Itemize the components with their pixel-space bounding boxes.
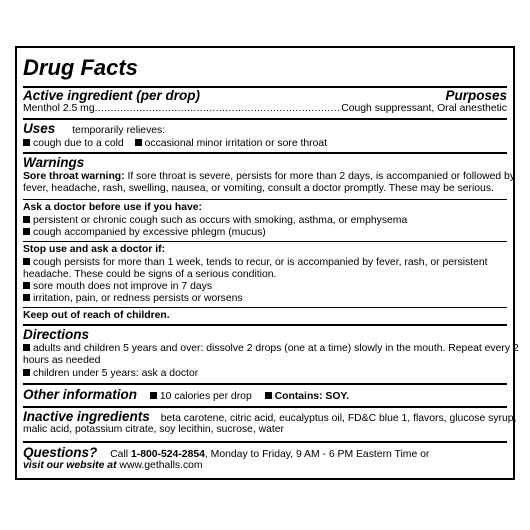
ingredient-name: Menthol 2.5 mg bbox=[23, 103, 95, 114]
questions-heading: Questions? bbox=[23, 445, 98, 460]
leader-dots bbox=[95, 103, 342, 115]
divider bbox=[23, 441, 507, 443]
bullet-icon bbox=[265, 392, 272, 399]
list-item: irritation, pain, or redness persists or worsens bbox=[23, 293, 243, 305]
uses-intro: temporarily relieves: bbox=[72, 125, 166, 136]
divider bbox=[23, 383, 507, 385]
phone-number: 1-800-524-2854 bbox=[130, 449, 205, 460]
ingredient-purpose: Cough suppressant, Oral anesthetic bbox=[341, 103, 507, 114]
list-item-cont: hours as needed bbox=[23, 355, 101, 366]
ingredient-row bbox=[23, 103, 507, 115]
directions-heading: Directions bbox=[23, 327, 90, 342]
divider bbox=[23, 406, 507, 408]
list-item: cough persists for more than 1 week, tends to recur, or is accompanied by fever, rash, or persistent bbox=[23, 257, 488, 269]
list-item: persistent or chronic cough such as occurs with smoking, asthma, or emphysema bbox=[23, 215, 407, 227]
bullet-icon bbox=[23, 139, 30, 146]
list-item: occasional minor irritation or sore throat bbox=[144, 138, 328, 149]
visit-label: visit our website at bbox=[23, 460, 117, 471]
bullet-icon bbox=[23, 258, 30, 265]
list-item: adults and children 5 years and over: dissolve 2 drops (one at a time) slowly in the mouth. Repeat every 2 bbox=[23, 343, 519, 355]
bullet-icon bbox=[23, 344, 30, 351]
bullet-icon bbox=[23, 216, 30, 223]
list-item: sore mouth does not improve in 7 days bbox=[23, 281, 212, 293]
bullet-icon bbox=[150, 392, 157, 399]
bullet-icon bbox=[23, 294, 30, 301]
sore-throat-text-cont: fever, headache, rash, swelling, nausea, or vomiting, consult a doctor promptly. These may be serious. bbox=[23, 183, 494, 194]
inactive-ingredients-text: beta carotene, citric acid, eucalyptus oil, FD&C blue 1, flavors, glucose syrup, bbox=[160, 413, 517, 424]
warnings-heading: Warnings bbox=[23, 155, 85, 170]
website-link[interactable]: www.gethalls.com bbox=[116, 460, 203, 471]
bullet-icon bbox=[23, 228, 30, 235]
inactive-ingredients-text-cont: malic acid, potassium citrate, soy lecithin, sucrose, water bbox=[23, 424, 285, 435]
divider bbox=[23, 199, 507, 200]
purposes-heading: Purposes bbox=[445, 88, 507, 103]
divider bbox=[23, 324, 507, 326]
divider bbox=[23, 241, 507, 242]
uses-heading: Uses bbox=[23, 121, 56, 136]
hours-text: , Monday to Friday, 9 AM - 6 PM Eastern Time or bbox=[204, 449, 430, 460]
sore-throat-text: If sore throat is severe, persists for more than 2 days, is accompanied or followed by bbox=[124, 171, 516, 182]
list-item: Contains: SOY. bbox=[274, 391, 350, 402]
divider bbox=[23, 307, 507, 308]
list-item-cont: headache. These could be signs of a serious condition. bbox=[23, 269, 277, 280]
other-info-heading: Other information bbox=[23, 387, 137, 402]
stop-use-heading: Stop use and ask a doctor if: bbox=[23, 244, 166, 255]
active-ingredient-heading: Active ingredient (per drop) bbox=[23, 88, 201, 103]
divider bbox=[23, 118, 507, 120]
list-item: cough accompanied by excessive phlegm (mucus) bbox=[23, 227, 266, 239]
uses-list bbox=[23, 138, 327, 150]
inactive-ingredients-heading: Inactive ingredients bbox=[23, 409, 150, 424]
bullet-icon bbox=[135, 139, 142, 146]
divider bbox=[23, 152, 507, 154]
bullet-icon bbox=[23, 369, 30, 376]
drug-facts-panel: Drug Facts Active ingredient (per drop) Purposes Menthol 2.5 mg ..... Cough suppressant, Oral anesthetic Uses temporarily relieves: cough due to a cold occasional minor irritation or sore throat Warnings Sore throat warning: If sore throat is severe, persists for more than 2 days, is accompanied or followed by fever, headache, rash, swelling, nausea, or vomiting, consult a doctor promptly. These may be serious. Ask a doctor before use if you have: persistent or chronic cough such as occurs with smoking, asthma, or emphysema cough accompanied by excessive phlegm (mucus) Stop use and ask a doctor if: cough persists for more than 1 week, tends to recur, or is accompanied by fever, rash, or persistent headache. These could be signs of a serious condition. sore mouth does not improve in 7 days irritation, pain, or redness persists or worsens Keep out of reach of children. Directions adults and children 5 years and over: dissolve 2 drops (one at a time) slowly in the mouth. Repeat every 2 hours as needed children under 5 years: ask a doctor Other information 10 calories per drop Contains: SOY. Inactive ingredients beta carotene, citric acid, eucalyptus oil, FD&C blue 1, flavors, glucose syrup, malic acid, potassium citrate, soy lecithin, sucrose, water Questions? Call 1-800-524-2854, Monday to Friday, 9 AM - 6 PM Eastern Time or visit our website at www.gethalls.com bbox=[15, 46, 515, 480]
list-item: children under 5 years: ask a doctor bbox=[23, 368, 198, 380]
list-item: 10 calories per drop bbox=[159, 391, 252, 402]
list-item: cough due to a cold bbox=[33, 138, 124, 149]
page-title: Drug Facts bbox=[23, 55, 138, 80]
bullet-icon bbox=[23, 282, 30, 289]
ask-doctor-heading: Ask a doctor before use if you have: bbox=[23, 202, 202, 213]
keep-out-text: Keep out of reach of children. bbox=[23, 310, 170, 321]
sore-throat-label: Sore throat warning: bbox=[23, 171, 125, 182]
